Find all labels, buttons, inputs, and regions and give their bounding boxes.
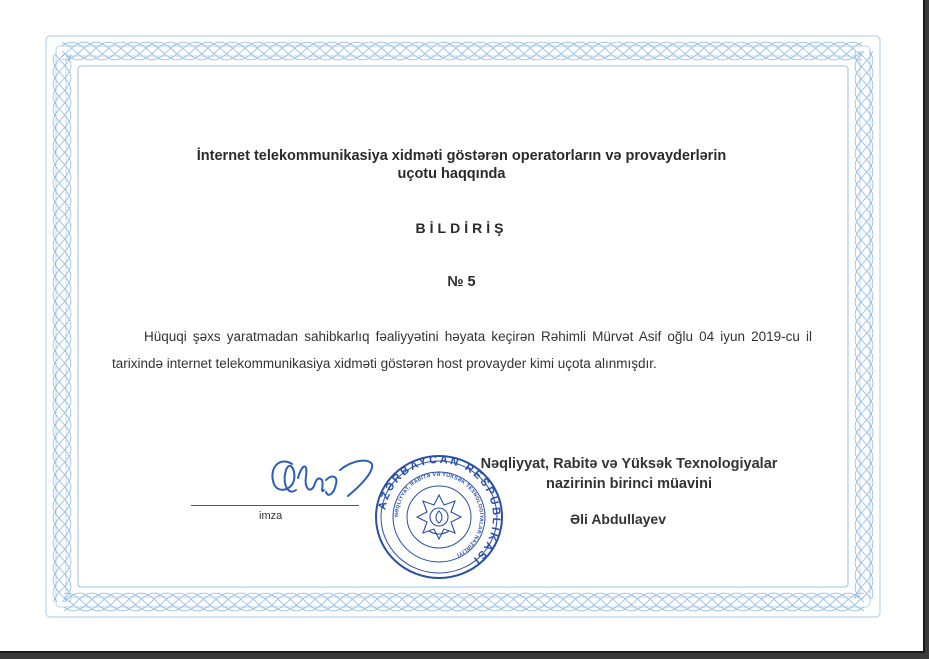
document-heading-line2: uçotu haqqında bbox=[397, 166, 506, 182]
notice-title: BİLDİRİŞ bbox=[415, 220, 508, 236]
svg-text:NƏQLİYYAT, RABİTƏ VƏ YÜKSƏK TE: NƏQLİYYAT, RABİTƏ VƏ YÜKSƏK TEXNOLOGİYALAR NAZİRLİYİ bbox=[393, 471, 485, 558]
svg-text:AZƏRBAYCAN RESPUBLİKASI: AZƏRBAYCAN RESPUBLİKASI bbox=[376, 453, 503, 568]
official-title-line2: nazirinin birinci müavini bbox=[546, 476, 712, 492]
official-title bbox=[446, 454, 812, 494]
document-heading-line1: İnternet telekommunikasiya xidməti göstərən operatorların və provayderlərin bbox=[196, 148, 727, 164]
handwritten-signature bbox=[262, 450, 382, 510]
official-title-line1: Nəqliyyat, Rabitə və Yüksək Texnologiyalar bbox=[480, 456, 778, 472]
signature-line bbox=[191, 505, 359, 506]
signature-label: imza bbox=[259, 510, 283, 522]
notice-body-text: Hüquqi şəxs yaratmadan sahibkarlıq fəaliyyətini həyata keçirən Rəhimli Mürvət Asif oğlu 04 iyun 2019-cu il tarixində internet telekommunikasiya xidməti göstərən host provayder kimi uçota alınmışdır. bbox=[112, 329, 812, 371]
document-number: № 5 bbox=[447, 274, 476, 290]
official-name: Əli Abdullayev bbox=[570, 511, 667, 527]
